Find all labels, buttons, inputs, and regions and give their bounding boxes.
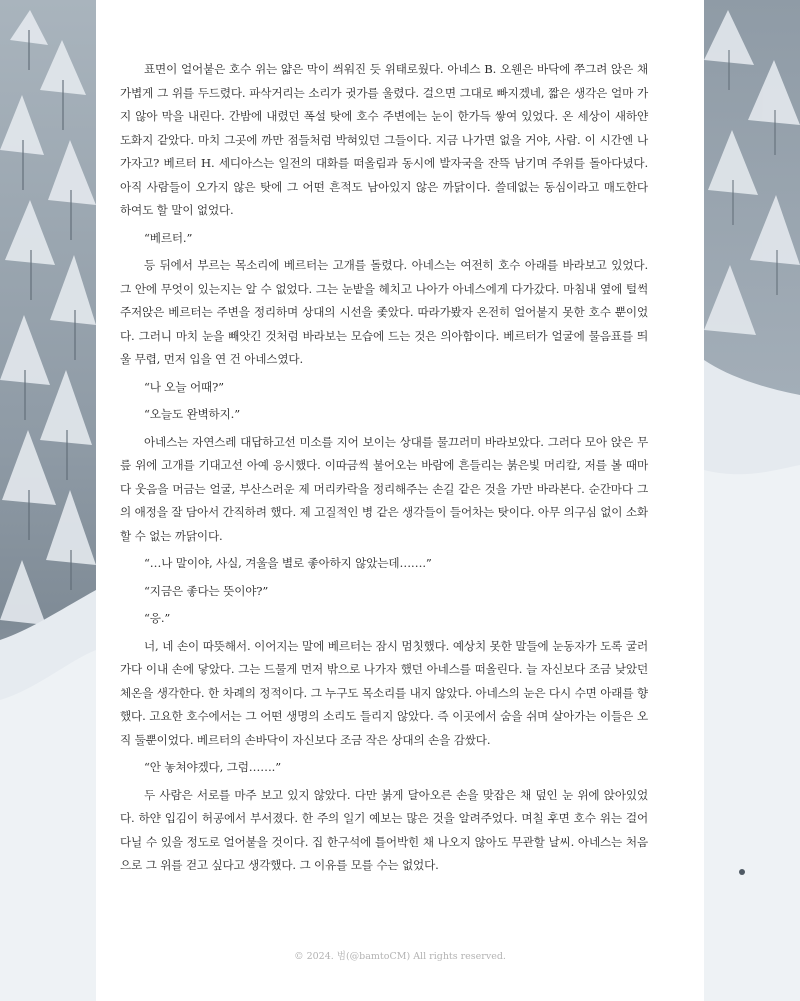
dialogue-2: “나 오늘 어때?”: [144, 379, 224, 394]
snow-forest-image-left: [0, 0, 96, 1001]
paragraph-4: 너, 네 손이 따뜻해서. 이어지는 말에 베르터는 잠시 멈칫했다. 예상치 못한 말들에 눈동자가 도록 굴러가다 이내 손에 닿았다. 그는 드물게 먼저 밖으로 나가자 했던 아네스를 떠올린다. 늘 자신보다 조금 낮았던 체온을 생각한다. 한 차례의 정적이다. 그 누구도 목소리를 내지 않았다. 아네스의 눈은 다시 수면 아래를 향했다. 고요한 호수에서는 그 어떤 생명의 소리도 들리지 않았다. 즉 이곳에서 숨을 쉬며 살아가는 이들은 오직 둘뿐이었다. 베르터의 손바닥이 자신보다 조금 작은 상대의 손을 감쌌다.: [120, 638, 648, 747]
dialogue-6: “응.”: [144, 611, 171, 625]
snow-forest-image-right: [704, 0, 800, 1001]
paragraph-3: 아네스는 자연스레 대답하고선 미소를 지어 보이는 상대를 물끄러미 바라보았다. 그러다 모아 앉은 무릎 위에 고개를 기대고선 아예 응시했다. 이따금씩 불어오는 바람에 흔들리는 붉은빛 머리칼, 저를 볼 때마다 웃음을 머금는 얼굴, 부산스러운 제 머리카락을 정리해주는 손길 같은 것을 가만 바라본다. 순간마다 그의 애정을 잘 담아서 간직하려 했다. 제 고질적인 병 같은 생각들이 들어차는 탓이다. 아무 의구심 없이 소화할 수 없는 까닭이다.: [120, 434, 648, 543]
copyright-footer: © 2024. 범(@bamtoCM) All rights reserved.: [294, 951, 506, 962]
dialogue-1: “베르터.”: [144, 230, 193, 245]
paragraph-1: 표면이 얼어붙은 호수 위는 얇은 막이 씌워진 듯 위태로웠다. 아네스 B. 오웬은 바닥에 쭈그려 앉은 채 가볍게 그 위를 두드렸다. 파삭거리는 소리가 귓가를 울렸다. 걸으면 그대로 빠지겠네, 짧은 생각은 얼마 가지 않아 막을 내린다. 간밤에 내렸던 폭설 탓에 호수 주변에는 눈이 한가득 쌓여 있었다. 온 세상이 새하얀 도화지 같았다. 마치 그곳에 까만 점들처럼 박혀있던 그들이다. 지금 나가면 없을 거야, 사람. 이 시간엔 나가자고? 베르터 H. 세디아스는 일전의 대화를 떠올림과 동시에 발자국을 잔뜩 남기며 주위를 돌아다녔다. 아직 사람들이 오가지 않은 탓에 그 어떤 흔적도 남아있지 않은 까닭이다. 쓸데없는 동심이라고 매도한다 하여도 할 말이 없었다.: [120, 62, 648, 217]
story-page: [96, 0, 704, 1001]
ice-hole-mark: [739, 869, 745, 875]
background-right-forest: [704, 0, 800, 1001]
background-left-forest: [0, 0, 96, 1001]
dialogue-5: “지금은 좋다는 뜻이야?”: [144, 583, 269, 598]
paragraph-2: 등 뒤에서 부르는 목소리에 베르터는 고개를 돌렸다. 아네스는 여전히 호수 아래를 바라보고 있었다. 그 안에 무엇이 있는지는 알 수 없었다. 그는 눈밭을 헤치고 나아가 아네스에게 다가갔다. 마침내 옆에 털썩 주저앉은 베르터는 주변을 정리하며 상대의 시선을 좇았다. 따라가봤자 온전히 얼어붙지 못한 호수 뿐이었다. 그러니 마치 눈을 빼앗긴 것처럼 바라보는 모습에 드는 것은 의아함이다. 베르터가 얼굴에 물음표를 띄울 무렵, 먼저 입을 연 건 아네스였다.: [120, 258, 648, 366]
dialogue-7: “안 놓쳐야겠다, 그럼…….”: [144, 760, 281, 774]
dialogue-3: “오늘도 완벽하지.”: [144, 407, 240, 421]
paragraph-5: 두 사람은 서로를 마주 보고 있지 않았다. 다만 붉게 달아오른 손을 맞잡은 채 덮인 눈 위에 앉아있었다. 하얀 입김이 허공에서 부서졌다. 한 주의 일기 예보는 많은 것을 알려주었다. 며칠 후면 호수 위는 걸어 다닐 수 있을 정도로 얼어붙을 것이다. 집 한구석에 틀어박힌 채 나오지 않아도 무관할 날씨. 아네스는 처음으로 그 위를 걷고 싶다고 생각했다. 그 이유를 모를 수는 없었다.: [120, 787, 648, 872]
dialogue-4: “…나 말이야, 사실, 겨울을 별로 좋아하지 않았는데…….”: [144, 556, 432, 570]
story-text[interactable]: [120, 58, 648, 882]
